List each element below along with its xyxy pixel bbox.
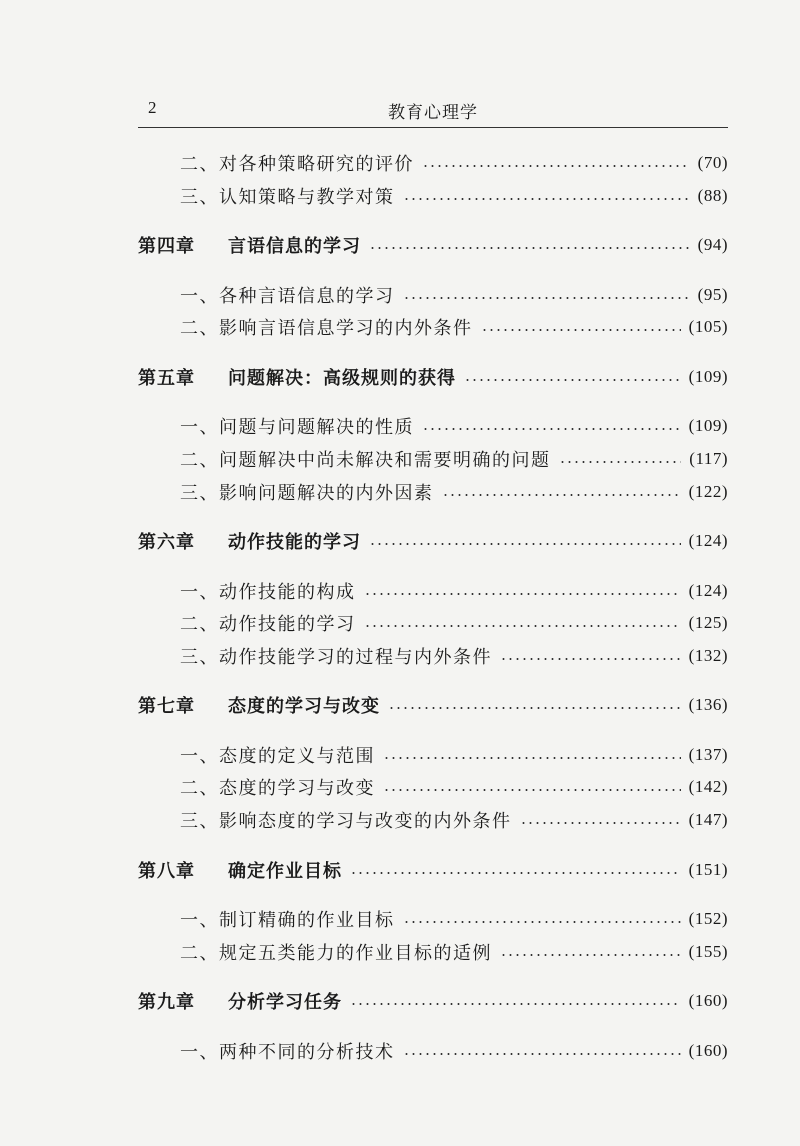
chapter-title: 动作技能的学习: [228, 532, 361, 553]
section-title: 一、制订精确的作业目标: [180, 910, 395, 931]
page-reference: (124): [688, 531, 728, 550]
section-title: 二、问题解决中尚未解决和需要明确的问题: [180, 450, 551, 471]
toc-section-row: [180, 576, 728, 606]
page-reference: (147): [688, 810, 728, 829]
dot-leader: [364, 625, 681, 627]
chapter-title: 言语信息的学习: [228, 236, 361, 257]
dot-leader: [350, 872, 681, 874]
dot-leader: [364, 593, 681, 595]
page-reference: (109): [688, 367, 728, 386]
dot-leader: [520, 822, 681, 824]
section-title: 一、态度的定义与范围: [180, 746, 375, 767]
dot-leader: [481, 329, 681, 331]
page-reference: (105): [688, 317, 728, 336]
chapter-number: 第七章: [138, 696, 195, 717]
toc-section-row: [180, 411, 728, 441]
dot-leader: [350, 1003, 681, 1005]
chapter-number: 第八章: [138, 861, 195, 882]
section-title: 一、两种不同的分析技术: [180, 1042, 395, 1063]
dot-leader: [383, 789, 681, 791]
dot-leader: [422, 165, 690, 167]
dot-leader: [422, 428, 681, 430]
toc-chapter-row: [138, 230, 728, 260]
dot-leader: [500, 954, 681, 956]
toc-section-row: [180, 181, 728, 211]
dot-leader: [383, 757, 681, 759]
page-reference: (160): [688, 991, 728, 1010]
toc-chapter-row: [138, 690, 728, 720]
toc-section-row: [180, 312, 728, 342]
toc-section-row: [180, 444, 728, 474]
chapter-title: 分析学习任务: [228, 992, 342, 1013]
chapter-title: 问题解决：高级规则的获得: [228, 368, 456, 389]
toc-section-row: [180, 937, 728, 967]
page-reference: (88): [697, 186, 728, 205]
page-reference: (125): [688, 613, 728, 632]
dot-leader: [500, 658, 681, 660]
page-number: 2: [148, 98, 157, 117]
section-title: 二、态度的学习与改变: [180, 778, 375, 799]
chapter-title: 态度的学习与改变: [228, 696, 380, 717]
chapter-number: 第九章: [138, 992, 195, 1013]
section-title: 二、影响言语信息学习的内外条件: [180, 318, 473, 339]
toc-section-row: [180, 904, 728, 934]
page-reference: (122): [688, 482, 728, 501]
toc-section-row: [180, 148, 728, 178]
page-reference: (109): [688, 416, 728, 435]
page-reference: (94): [697, 235, 728, 254]
dot-leader: [369, 247, 690, 249]
toc-chapter-row: [138, 362, 728, 392]
toc-section-row: [180, 280, 728, 310]
dot-leader: [559, 461, 682, 463]
page-reference: (152): [688, 909, 728, 928]
toc-section-row: [180, 805, 728, 835]
running-title: 教育心理学: [388, 103, 478, 123]
dot-leader: [403, 198, 690, 200]
chapter-title: 确定作业目标: [228, 861, 342, 882]
toc-section-row: [180, 740, 728, 770]
dot-leader: [464, 379, 681, 381]
section-title: 二、对各种策略研究的评价: [180, 154, 414, 175]
chapter-number: 第五章: [138, 368, 195, 389]
chapter-number: 第四章: [138, 236, 195, 257]
section-title: 三、影响问题解决的内外因素: [180, 483, 434, 504]
section-title: 二、规定五类能力的作业目标的适例: [180, 943, 492, 964]
page-reference: (136): [688, 695, 728, 714]
dot-leader: [403, 921, 681, 923]
page-reference: (70): [697, 153, 728, 172]
page-reference: (124): [688, 581, 728, 600]
toc-section-row: [180, 772, 728, 802]
toc-section-row: [180, 608, 728, 638]
section-title: 三、动作技能学习的过程与内外条件: [180, 647, 492, 668]
page-reference: (132): [688, 646, 728, 665]
toc-section-row: [180, 641, 728, 671]
page-reference: (151): [688, 860, 728, 879]
toc-chapter-row: [138, 526, 728, 556]
page-reference: (142): [688, 777, 728, 796]
dot-leader: [403, 1053, 681, 1055]
section-title: 三、影响态度的学习与改变的内外条件: [180, 811, 512, 832]
section-title: 一、各种言语信息的学习: [180, 286, 395, 307]
page-reference: (95): [697, 285, 728, 304]
dot-leader: [388, 707, 681, 709]
section-title: 二、动作技能的学习: [180, 614, 356, 635]
dot-leader: [403, 297, 690, 299]
dot-leader: [442, 494, 681, 496]
page-reference: (137): [688, 745, 728, 764]
section-title: 一、动作技能的构成: [180, 582, 356, 603]
dot-leader: [369, 543, 681, 545]
section-title: 一、问题与问题解决的性质: [180, 417, 414, 438]
toc-chapter-row: [138, 855, 728, 885]
section-title: 三、认知策略与教学对策: [180, 187, 395, 208]
toc-section-row: [180, 1036, 728, 1066]
toc-section-row: [180, 477, 728, 507]
page-reference: (155): [688, 942, 728, 961]
page-reference: (160): [688, 1041, 728, 1060]
page-reference: (117): [689, 449, 728, 468]
toc-chapter-row: [138, 986, 728, 1016]
chapter-number: 第六章: [138, 532, 195, 553]
